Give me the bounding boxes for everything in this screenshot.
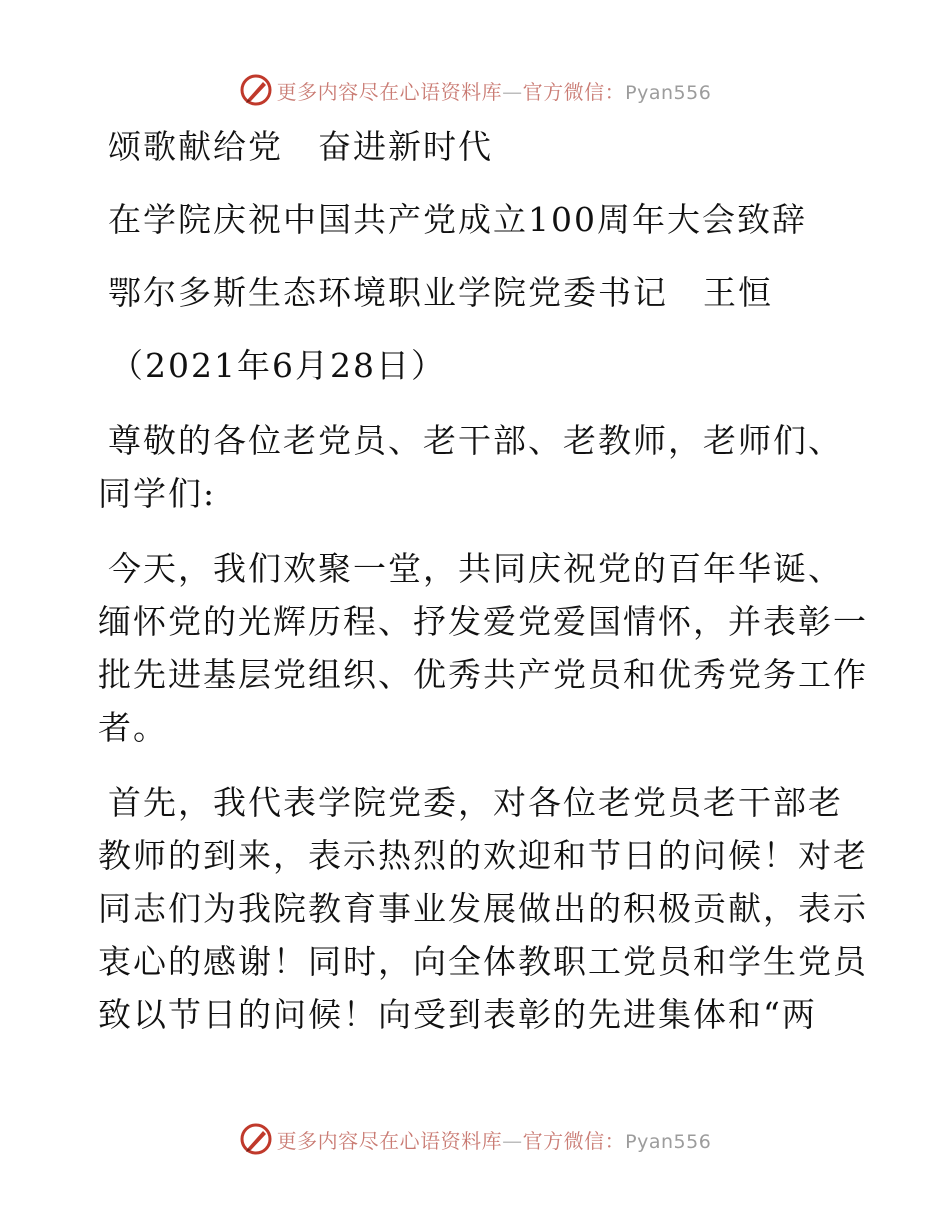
- paragraph-1-line-2: 缅怀党的光辉历程、抒发爱党爱国情怀，并表彰一: [98, 602, 868, 641]
- watermark-main: 更多内容尽在心语资料库: [276, 1128, 503, 1153]
- document-author: 鄂尔多斯生态环境职业学院党委书记 王恒: [108, 273, 773, 312]
- watermark-text: [277, 76, 712, 105]
- watermark-separator: —: [502, 1128, 523, 1153]
- paragraph-2-line-2: 教师的到来，表示热烈的欢迎和节日的问候！对老: [98, 836, 868, 875]
- quill-pen-logo-icon: [239, 73, 273, 107]
- paragraph-2-line-5: 致以节日的问候！向受到表彰的先进集体和“两: [98, 995, 817, 1034]
- watermark-wechat-id: Pyan556: [625, 1130, 712, 1153]
- document-body: [98, 120, 868, 1041]
- watermark-main: 更多内容尽在心语资料库: [276, 79, 503, 104]
- paragraph-2-line-4: 衷心的感谢！同时，向全体教职工党员和学生党员: [98, 942, 868, 981]
- watermark-separator: —: [502, 79, 523, 104]
- footer-watermark: [0, 1119, 950, 1159]
- paragraph-2: [98, 776, 868, 1041]
- document-subtitle: 在学院庆祝中国共产党成立100周年大会致辞: [108, 200, 807, 239]
- paragraph-1-line-3: 批先进基层党组织、优秀共产党员和优秀党务工作: [98, 655, 868, 694]
- document-title: 颂歌献给党 奋进新时代: [108, 127, 493, 166]
- paragraph-2-line-3: 同志们为我院教育事业发展做出的积极贡献，表示: [98, 889, 868, 928]
- quill-pen-logo-icon: [239, 1122, 273, 1156]
- greeting-line-2: 同学们:: [98, 474, 217, 513]
- watermark-wechat-id: Pyan556: [625, 81, 712, 104]
- watermark-text: [277, 1125, 712, 1154]
- paragraph-1: [98, 542, 868, 754]
- paragraph-1-line-4: 者。: [98, 708, 168, 747]
- watermark-wechat-label: 官方微信：: [522, 79, 626, 104]
- header-watermark: [0, 70, 950, 110]
- paragraph-2-line-1: 首先，我代表学院党委，对各位老党员老干部老: [108, 783, 843, 822]
- greeting-paragraph: [98, 414, 858, 520]
- paragraph-1-line-1: 今天，我们欢聚一堂，共同庆祝党的百年华诞、: [108, 549, 843, 588]
- greeting-line-1: 尊敬的各位老党员、老干部、老教师，老师们、: [108, 421, 843, 460]
- watermark-wechat-label: 官方微信：: [522, 1128, 626, 1153]
- document-date: （2021年6月28日）: [110, 346, 446, 385]
